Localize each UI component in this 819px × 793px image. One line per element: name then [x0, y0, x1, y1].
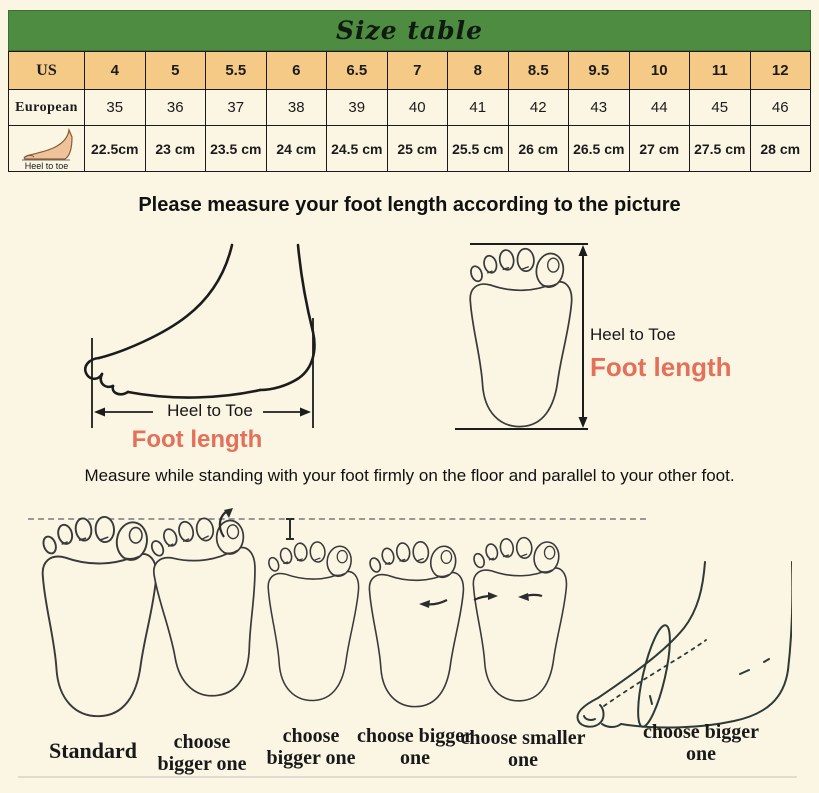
- arrow-left-head: [94, 408, 105, 417]
- cm-cell: 28 cm: [750, 126, 811, 172]
- cm-cell: 25 cm: [387, 126, 448, 172]
- eu-size-cell: 44: [629, 90, 690, 126]
- eu-size-cell: 37: [206, 90, 267, 126]
- footprint-wide: [364, 531, 468, 719]
- size-table: [8, 51, 811, 172]
- measure-heading: Please measure your foot length according to the picture: [138, 194, 681, 216]
- us-size-cell: 6.5: [327, 52, 388, 90]
- curved-arrow-icon: [212, 505, 242, 539]
- size-table-title: Size table: [336, 16, 483, 45]
- fit-label-bigger-2: choose bigger one: [266, 725, 356, 769]
- eu-size-cell: 41: [448, 90, 509, 126]
- eu-size-cell: 46: [750, 90, 811, 126]
- arrow-left-icon: [415, 595, 449, 611]
- fit-label-standard: Standard: [48, 738, 138, 763]
- footprint-toe-over-line: [141, 498, 274, 719]
- cm-cell: 23 cm: [145, 126, 206, 172]
- us-size-cell: 8: [448, 52, 509, 90]
- arrow-up-head: [579, 245, 588, 256]
- footprint-standard: [36, 515, 162, 720]
- profile-foot-length-caption: Foot length: [131, 426, 263, 453]
- footprint-narrow: [468, 529, 571, 711]
- us-size-cell: 8.5: [508, 52, 569, 90]
- eu-size-cell: 45: [690, 90, 751, 126]
- eu-size-cell: 38: [266, 90, 327, 126]
- eu-size-cell: 36: [145, 90, 206, 126]
- european-row-label: European: [9, 90, 85, 126]
- fit-label-bigger-3: choose bigger one: [356, 725, 474, 769]
- arrow-right-head: [300, 408, 311, 417]
- cm-cell: 27.5 cm: [690, 126, 751, 172]
- size-table-title-bar: [8, 10, 811, 51]
- footprint-diagram: [450, 237, 780, 457]
- us-size-row: [9, 52, 811, 90]
- us-row-label: US: [9, 52, 85, 90]
- foot-girth-side: [562, 558, 792, 736]
- profile-arrow-label: Heel to Toe: [167, 401, 253, 420]
- eu-size-cell: 42: [508, 90, 569, 126]
- cm-cell: 26.5 cm: [569, 126, 630, 172]
- arrows-inward-icon: [472, 589, 544, 605]
- cm-cell: 26 cm: [508, 126, 569, 172]
- foot-side-icon: [19, 127, 75, 161]
- cm-cell: 27 cm: [629, 126, 690, 172]
- cm-cell: 25.5 cm: [448, 126, 509, 172]
- measure-instruction: Measure while standing with your foot firmly on the floor and parallel to your other foot.: [84, 466, 735, 485]
- fit-label-smaller: choose smaller one: [460, 727, 586, 771]
- us-size-cell: 4: [85, 52, 146, 90]
- us-size-cell: 12: [750, 52, 811, 90]
- fit-guide-section: [0, 503, 819, 793]
- heel-to-toe-row-label: [9, 126, 85, 172]
- foot-profile-diagram: [75, 240, 415, 470]
- cm-cell: 24 cm: [266, 126, 327, 172]
- fit-label-bigger-4: choose bigger one: [642, 721, 760, 765]
- us-size-cell: 10: [629, 52, 690, 90]
- arrow-down-head: [579, 417, 588, 428]
- cm-cell: 24.5 cm: [327, 126, 388, 172]
- us-size-cell: 7: [387, 52, 448, 90]
- european-size-row: [9, 90, 811, 126]
- cm-cell: 22.5cm: [85, 126, 146, 172]
- footprint-gap-marker: [263, 533, 363, 711]
- size-table-section: [8, 10, 811, 172]
- us-size-cell: 9.5: [569, 52, 630, 90]
- eu-size-cell: 40: [387, 90, 448, 126]
- heel-to-toe-row: [9, 126, 811, 172]
- gap-measure-icon: [283, 516, 297, 542]
- us-size-cell: 6: [266, 52, 327, 90]
- eu-size-cell: 35: [85, 90, 146, 126]
- bottom-divider: [18, 776, 797, 778]
- eu-size-cell: 39: [327, 90, 388, 126]
- cm-cell: 23.5 cm: [206, 126, 267, 172]
- footprint-arrow-label: Heel to Toe: [590, 325, 676, 344]
- eu-size-cell: 43: [569, 90, 630, 126]
- us-size-cell: 5.5: [206, 52, 267, 90]
- us-size-cell: 11: [690, 52, 751, 90]
- fit-label-bigger-1: choose bigger one: [157, 731, 247, 775]
- us-size-cell: 5: [145, 52, 206, 90]
- foot-icon-caption: Heel to toe: [24, 160, 69, 171]
- footprint-foot-length-caption: Foot length: [590, 352, 732, 382]
